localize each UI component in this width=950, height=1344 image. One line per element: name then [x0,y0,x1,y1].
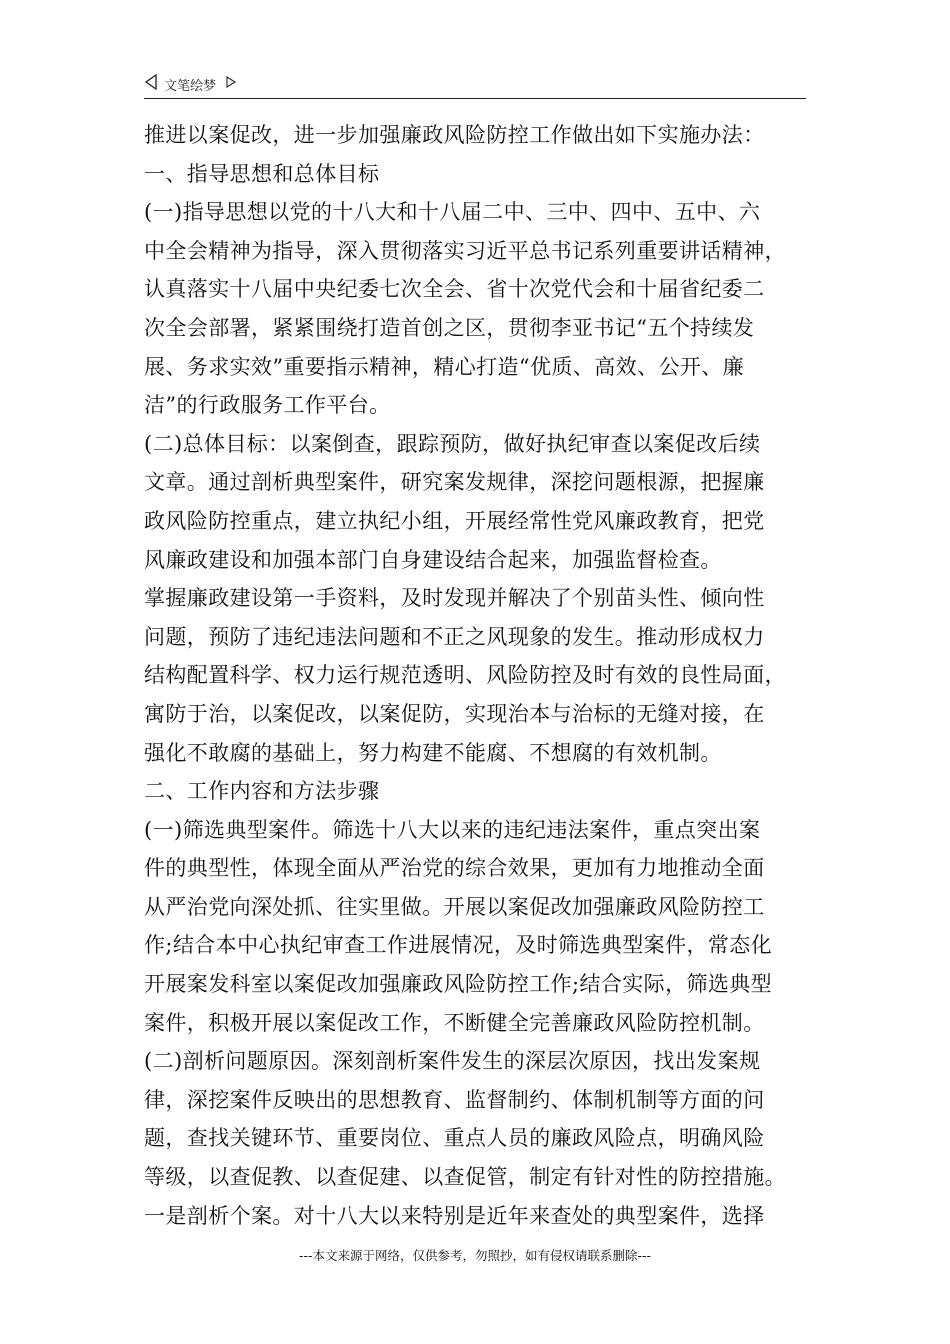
body-text-line: 认真落实十八届中央纪委七次全会、省十次党代会和十届省纪委二 [144,277,765,302]
body-text-line: 寓防于治，以案促改，以案促防，实现治本与治标的无缝对接，在 [144,701,765,726]
body-text-line: 案件，积极开展以案促改工作，不断健全完善廉政风险防控机制。 [144,1010,765,1035]
body-text-line: 律，深挖案件反映出的思想教育、监督制约、体制机制等方面的问 [144,1087,765,1112]
body-text-line: (一)筛选典型案件。筛选十八大以来的违纪违法案件，重点突出案 [144,817,761,842]
body-text-line: 次全会部署，紧紧围绕打造首创之区，贯彻李亚书记“五个持续发 [144,315,755,340]
header-brand: 文笔绘梦 [164,78,217,94]
body-text-line: 问题，预防了违纪违法问题和不正之风现象的发生。推动形成权力 [144,624,765,649]
body-text-line: 一、指导思想和总体目标 [144,161,380,186]
body-text-line: 题，查找关键环节、重要岗位、重点人员的廉政风险点，明确风险 [144,1126,765,1151]
page-header [144,74,806,99]
body-text-line: 掌握廉政建设第一手资料，及时发现并解决了个别苗头性、倾向性 [144,586,765,611]
body-text-line: (二)剖析问题原因。深刻剖析案件发生的深层次原因，找出发案规 [144,1049,761,1074]
right-triangle-icon [226,76,236,92]
body-text-line: 作;结合本中心执纪审查工作进展情况，及时筛选典型案件，常态化 [144,933,773,958]
body-text-line: 展、务求实效”重要指示精神，精心打造“优质、高效、公开、廉 [144,354,745,379]
left-triangle-icon [144,74,158,94]
body-text-line: (二)总体目标：以案倒查，跟踪预防，做好执纪审查以案促改后续 [144,431,761,456]
body-text-line: 文章。通过剖析典型案件，研究案发规律，深挖问题根源，把握廉 [144,470,765,495]
body-text-line: 强化不敢腐的基础上，努力构建不能腐、不想腐的有效机制。 [144,740,722,765]
body-text-line: 一是剖析个案。对十八大以来特别是近年来查处的典型案件，选择 [144,1203,765,1228]
body-text-line: (一)指导思想以党的十八大和十八届二中、三中、四中、五中、六 [144,200,761,225]
body-text-line: 开展案发科室以案促改加强廉政风险防控工作;结合实际，筛选典型 [144,972,773,997]
body-text-line: 二、工作内容和方法步骤 [144,779,380,804]
body-text-line: 洁”的行政服务工作平台。 [144,393,391,418]
body-text-line: 件的典型性，体现全面从严治党的综合效果，更加有力地推动全面 [144,856,765,881]
body-text-line: 中全会精神为指导，深入贯彻落实习近平总书记系列重要讲话精神， [144,238,786,263]
body-text-line: 政风险防控重点，建立执纪小组，开展经常性党风廉政教育，把党 [144,508,765,533]
document-body [144,116,814,1235]
body-text-line: 结构配置科学、权力运行规范透明、风险防控及时有效的良性局面， [144,663,786,688]
body-text-line: 风廉政建设和加强本部门自身建设结合起来，加强监督检查。 [144,547,722,572]
body-text-line: 等级，以查促教、以查促建、以查促管，制定有针对性的防控措施。 [144,1165,786,1190]
footer-disclaimer: ---本文来源于网络，仅供参考，勿照抄，如有侵权请联系删除--- [298,1248,652,1263]
body-text-line: 从严治党向深处抓、往实里做。开展以案促改加强廉政风险防控工 [144,894,765,919]
body-text-line: 推进以案促改，进一步加强廉政风险防控工作做出如下实施办法： [144,123,765,147]
